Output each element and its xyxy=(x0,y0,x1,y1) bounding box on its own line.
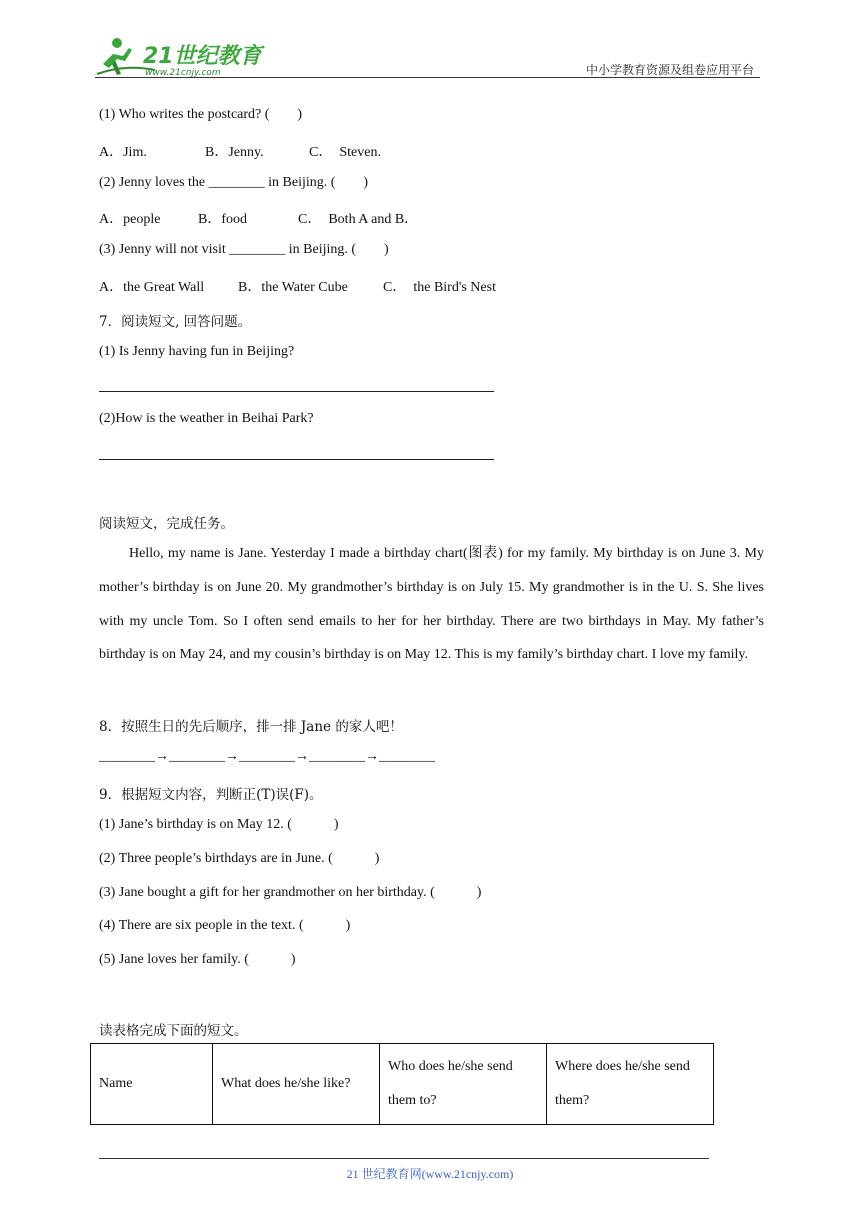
q8-blanks[interactable]: ________→________→________→________→________ xyxy=(99,749,435,764)
runner-logo-icon xyxy=(95,34,265,80)
q7-answer-line-2[interactable] xyxy=(99,459,494,460)
platform-name: 中小学教育资源及组卷应用平台 xyxy=(585,63,754,77)
q7-title: 7．阅读短文, 回答问题。 xyxy=(99,314,252,330)
logo-url: www.21cnjy.com xyxy=(145,68,221,78)
q6-sub3-option-b: B．the Water Cube xyxy=(238,280,348,295)
table-header-row xyxy=(91,1044,714,1125)
logo xyxy=(95,34,265,80)
q6-sub2-option-b: B．food xyxy=(198,212,247,227)
table-header-cell: What does he/she like? xyxy=(213,1044,380,1125)
q8-title: 8．按照生日的先后顺序，排一排 Jane 的家人吧！ xyxy=(99,719,403,735)
passage-instruction: 阅读短文，完成任务。 xyxy=(99,516,234,532)
page-header xyxy=(95,34,760,80)
footer-divider xyxy=(99,1158,709,1159)
q6-sub3-option-a: A．the Great Wall xyxy=(99,280,205,295)
header-divider xyxy=(95,77,760,78)
q6-sub2: (2) Jenny loves the ________ in Beijing. ( ) xyxy=(99,175,369,190)
q9-item: (2) Three people’s birthdays are in June. ( ) xyxy=(99,851,380,866)
page-footer: 21 世纪教育网(www.21cnjy.com) xyxy=(346,1167,514,1181)
q6-sub1: (1) Who writes the postcard? ( ) xyxy=(99,107,303,122)
table-header-cell: Who does he/she send them to? xyxy=(380,1044,547,1125)
q6-sub2-option-c: C． Both A and B． xyxy=(298,212,419,227)
table-instruction: 读表格完成下面的短文。 xyxy=(99,1023,248,1039)
q6-sub1-option-a: A．Jim. xyxy=(99,145,147,160)
q9-title: 9．根据短文内容，判断正(T)误(F)。 xyxy=(99,787,323,803)
q6-sub3: (3) Jenny will not visit ________ in Beijing. ( ) xyxy=(99,242,389,257)
q6-sub3-option-c: C． the Bird's Nest xyxy=(383,280,496,295)
info-table xyxy=(90,1043,714,1125)
q9-item: (3) Jane bought a gift for her grandmother on her birthday. ( ) xyxy=(99,885,482,900)
logo-text: 21世纪教育 xyxy=(143,44,262,69)
q7-answer-line-1[interactable] xyxy=(99,391,494,392)
table-header-cell: Name xyxy=(91,1044,213,1125)
table-header-cell: Where does he/she send them? xyxy=(547,1044,714,1125)
q7-sub2: (2)How is the weather in Beihai Park? xyxy=(99,411,314,426)
q9-item: (5) Jane loves her family. ( ) xyxy=(99,952,296,967)
q6-sub1-option-c: C． Steven. xyxy=(309,145,381,160)
passage-text: Hello, my name is Jane. Yesterday I made a birthday chart(图表) for my family. My birthday is on June 3. My mother’s birthday is on June 20. My grandmother’s birthday is on July 15. My grandmother is in the U. S. She lives with my uncle Tom. So I often send emails to her for her birthday. There are two birthdays in May. My father’s birthday is on May 24, and my cousin’s birthday is on May 12. This is my family’s birthday chart. I love my family. xyxy=(99,546,764,663)
q7-sub1: (1) Is Jenny having fun in Beijing? xyxy=(99,344,295,359)
q9-item: (1) Jane’s birthday is on May 12. ( ) xyxy=(99,817,339,832)
q9-item: (4) There are six people in the text. ( ) xyxy=(99,918,351,933)
q6-sub2-option-a: A．people xyxy=(99,212,161,227)
q6-sub1-option-b: B．Jenny. xyxy=(205,145,264,160)
